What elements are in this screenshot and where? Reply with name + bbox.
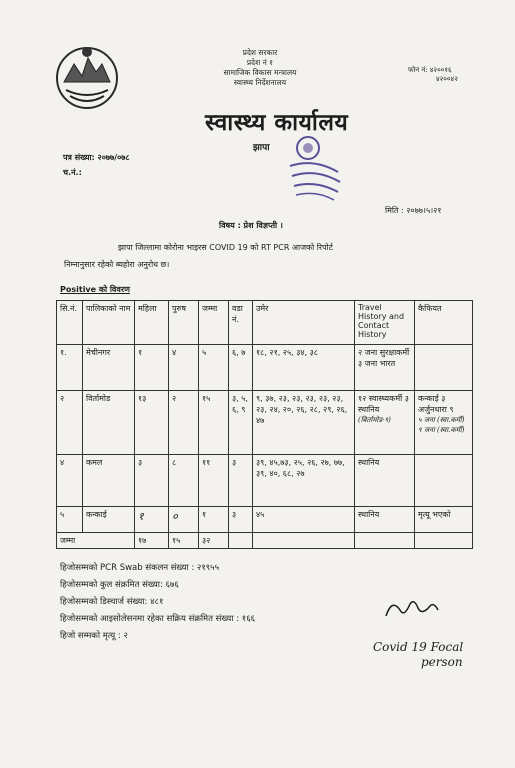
cell-female: १३ [135,391,169,455]
body-line-2: निम्नानुसार रहेको ब्यहोरा अनुरोध छ। [64,260,170,269]
handwritten-note-health-workers-9: ९ जना (स्वा.कर्मी) [418,426,465,434]
summary-infected: हिजोसम्मको कुल संक्रमित संख्या: ६७६ [60,580,179,590]
cell-male: ४ [169,345,199,391]
cell-remarks [415,345,473,391]
cell-age: ९, ३७, २३, २३, २३, २३, २३, २३, २४, २०, २६, २८, २९, २६, ४७ [253,391,355,455]
cell-female: १ [135,507,169,533]
header-cell: कैफियत [415,301,473,345]
total-label: जम्मा [57,533,135,549]
total-empty [415,533,473,549]
office-location: झापा [253,143,270,153]
cell-total: १५ [199,391,229,455]
table-row [57,455,473,507]
body-line-1: झापा जिल्लामा कोरोना भाइरस COVID 19 को RT PCR आजको रिपोर्ट [118,243,333,252]
subject-line: विषय : प्रेश विज्ञप्ती । [219,221,283,230]
table-row [57,391,473,455]
cell-age: ४५ [253,507,355,533]
phone-second: ४२००४२ [436,75,458,83]
header-cell: महिला [135,301,169,345]
signature-title [373,640,463,670]
header-cell: उमेर [253,301,355,345]
header-cell: वडा नं. [229,301,253,345]
table-row [57,507,473,533]
total-empty [253,533,355,549]
section-heading: Positive को विवरण [60,285,130,294]
cell-sn: १. [57,345,83,391]
travel-text: १२ स्वास्थ्यकर्मी ३ स्थानिय [358,394,409,414]
cell-total: १ [199,507,229,533]
total-sum: ३२ [199,533,229,549]
handwritten-note-health-workers-5: ५ जना (स्वा.कर्मी) [418,416,465,424]
cell-sn: २ [57,391,83,455]
cell-travel: २ जना सुरक्षाकर्मी ३ जना भारत [355,345,415,391]
table-row [57,345,473,391]
cell-age: ३९, ४५,७३, २५, २६, २७, ७७, ३९, ४०, ६८, २७ [253,455,355,507]
office-title: स्वास्थ्य कार्यालय [205,109,349,136]
cell-sn: ५ [57,507,83,533]
cell-age: १८, २१, २५, ३४, ३८ [253,345,355,391]
cell-name: मेचीनगर [83,345,135,391]
signature-line-1: Covid 19 Focal [373,640,464,654]
cell-female: ३ [135,455,169,507]
cell-male: ० [169,507,199,533]
cell-total: ११ [199,455,229,507]
header-block [200,48,320,88]
cell-name: विर्तामोड [83,391,135,455]
cell-remarks [415,455,473,507]
cell-ward: ३, ५, ६, ९ [229,391,253,455]
cell-remarks [415,391,473,455]
table-header-row [57,301,473,345]
letter-date: मिति : २०७७।५।२१ [385,206,442,215]
directorate-line: स्वास्थ्य निर्देशनालय [233,78,287,87]
total-empty [355,533,415,549]
header-cell: पालिकाको नाम [83,301,135,345]
cell-male: २ [169,391,199,455]
cell-remarks: मृत्यू भएको [415,507,473,533]
table-total-row [57,533,473,549]
ref-number: पत्र संख्या: २०७७/०७८ [63,153,130,162]
signature-line-2: person [421,655,463,669]
cell-travel [355,391,415,455]
summary-discharged: हिजोसम्मको डिस्चार्ज संख्या: ४८१ [60,597,164,607]
signature-scribble [382,596,442,626]
cell-sn: ४ [57,455,83,507]
cell-male: ८ [169,455,199,507]
cell-travel: स्थानिय [355,507,415,533]
nepal-emblem-logo [52,42,122,112]
header-cell: Travel History and Contact History [355,301,415,345]
cell-travel: स्थानिय [355,455,415,507]
summary-active: हिजोसम्मको आइसोलेसनमा रहेका सक्रिय संक्रमित संख्या : १६६ [60,614,256,624]
total-female: १७ [135,533,169,549]
header-cell: पुरुष [169,301,199,345]
cell-ward: ६, ७ [229,345,253,391]
summary-deaths: हिजो सम्मको मृत्यू : २ [60,631,128,641]
cell-name: कन्काई [83,507,135,533]
cell-total: ५ [199,345,229,391]
ministry-line: सामाजिक विकास मन्त्रालय [223,68,297,77]
dispatch-number: च.नं.: [63,168,82,177]
handwritten-note-birtamod: (बिर्तामोड-९) [358,416,391,424]
cell-ward: ३ [229,507,253,533]
phone-label: फोन नं: ४२००१६ [408,66,452,74]
summary-swab: हिजोसम्मको PCR Swab संकलन संख्या : २१९५५ [60,563,220,573]
total-empty [229,533,253,549]
header-cell: सि.नं. [57,301,83,345]
province-line: प्रदेश नं १ [246,58,274,67]
cell-ward: ३ [229,455,253,507]
cell-female: १ [135,345,169,391]
remarks-text: कन्काई ३ अर्जुनधारा ९ [418,394,454,414]
summary-block [60,560,255,645]
positive-cases-table [56,300,473,549]
gov-line: प्रदेश सरकार [242,48,278,57]
total-male: १५ [169,533,199,549]
phone-block [408,66,458,84]
header-cell: जम्मा [199,301,229,345]
official-stamp [286,132,344,202]
cell-name: कमल [83,455,135,507]
